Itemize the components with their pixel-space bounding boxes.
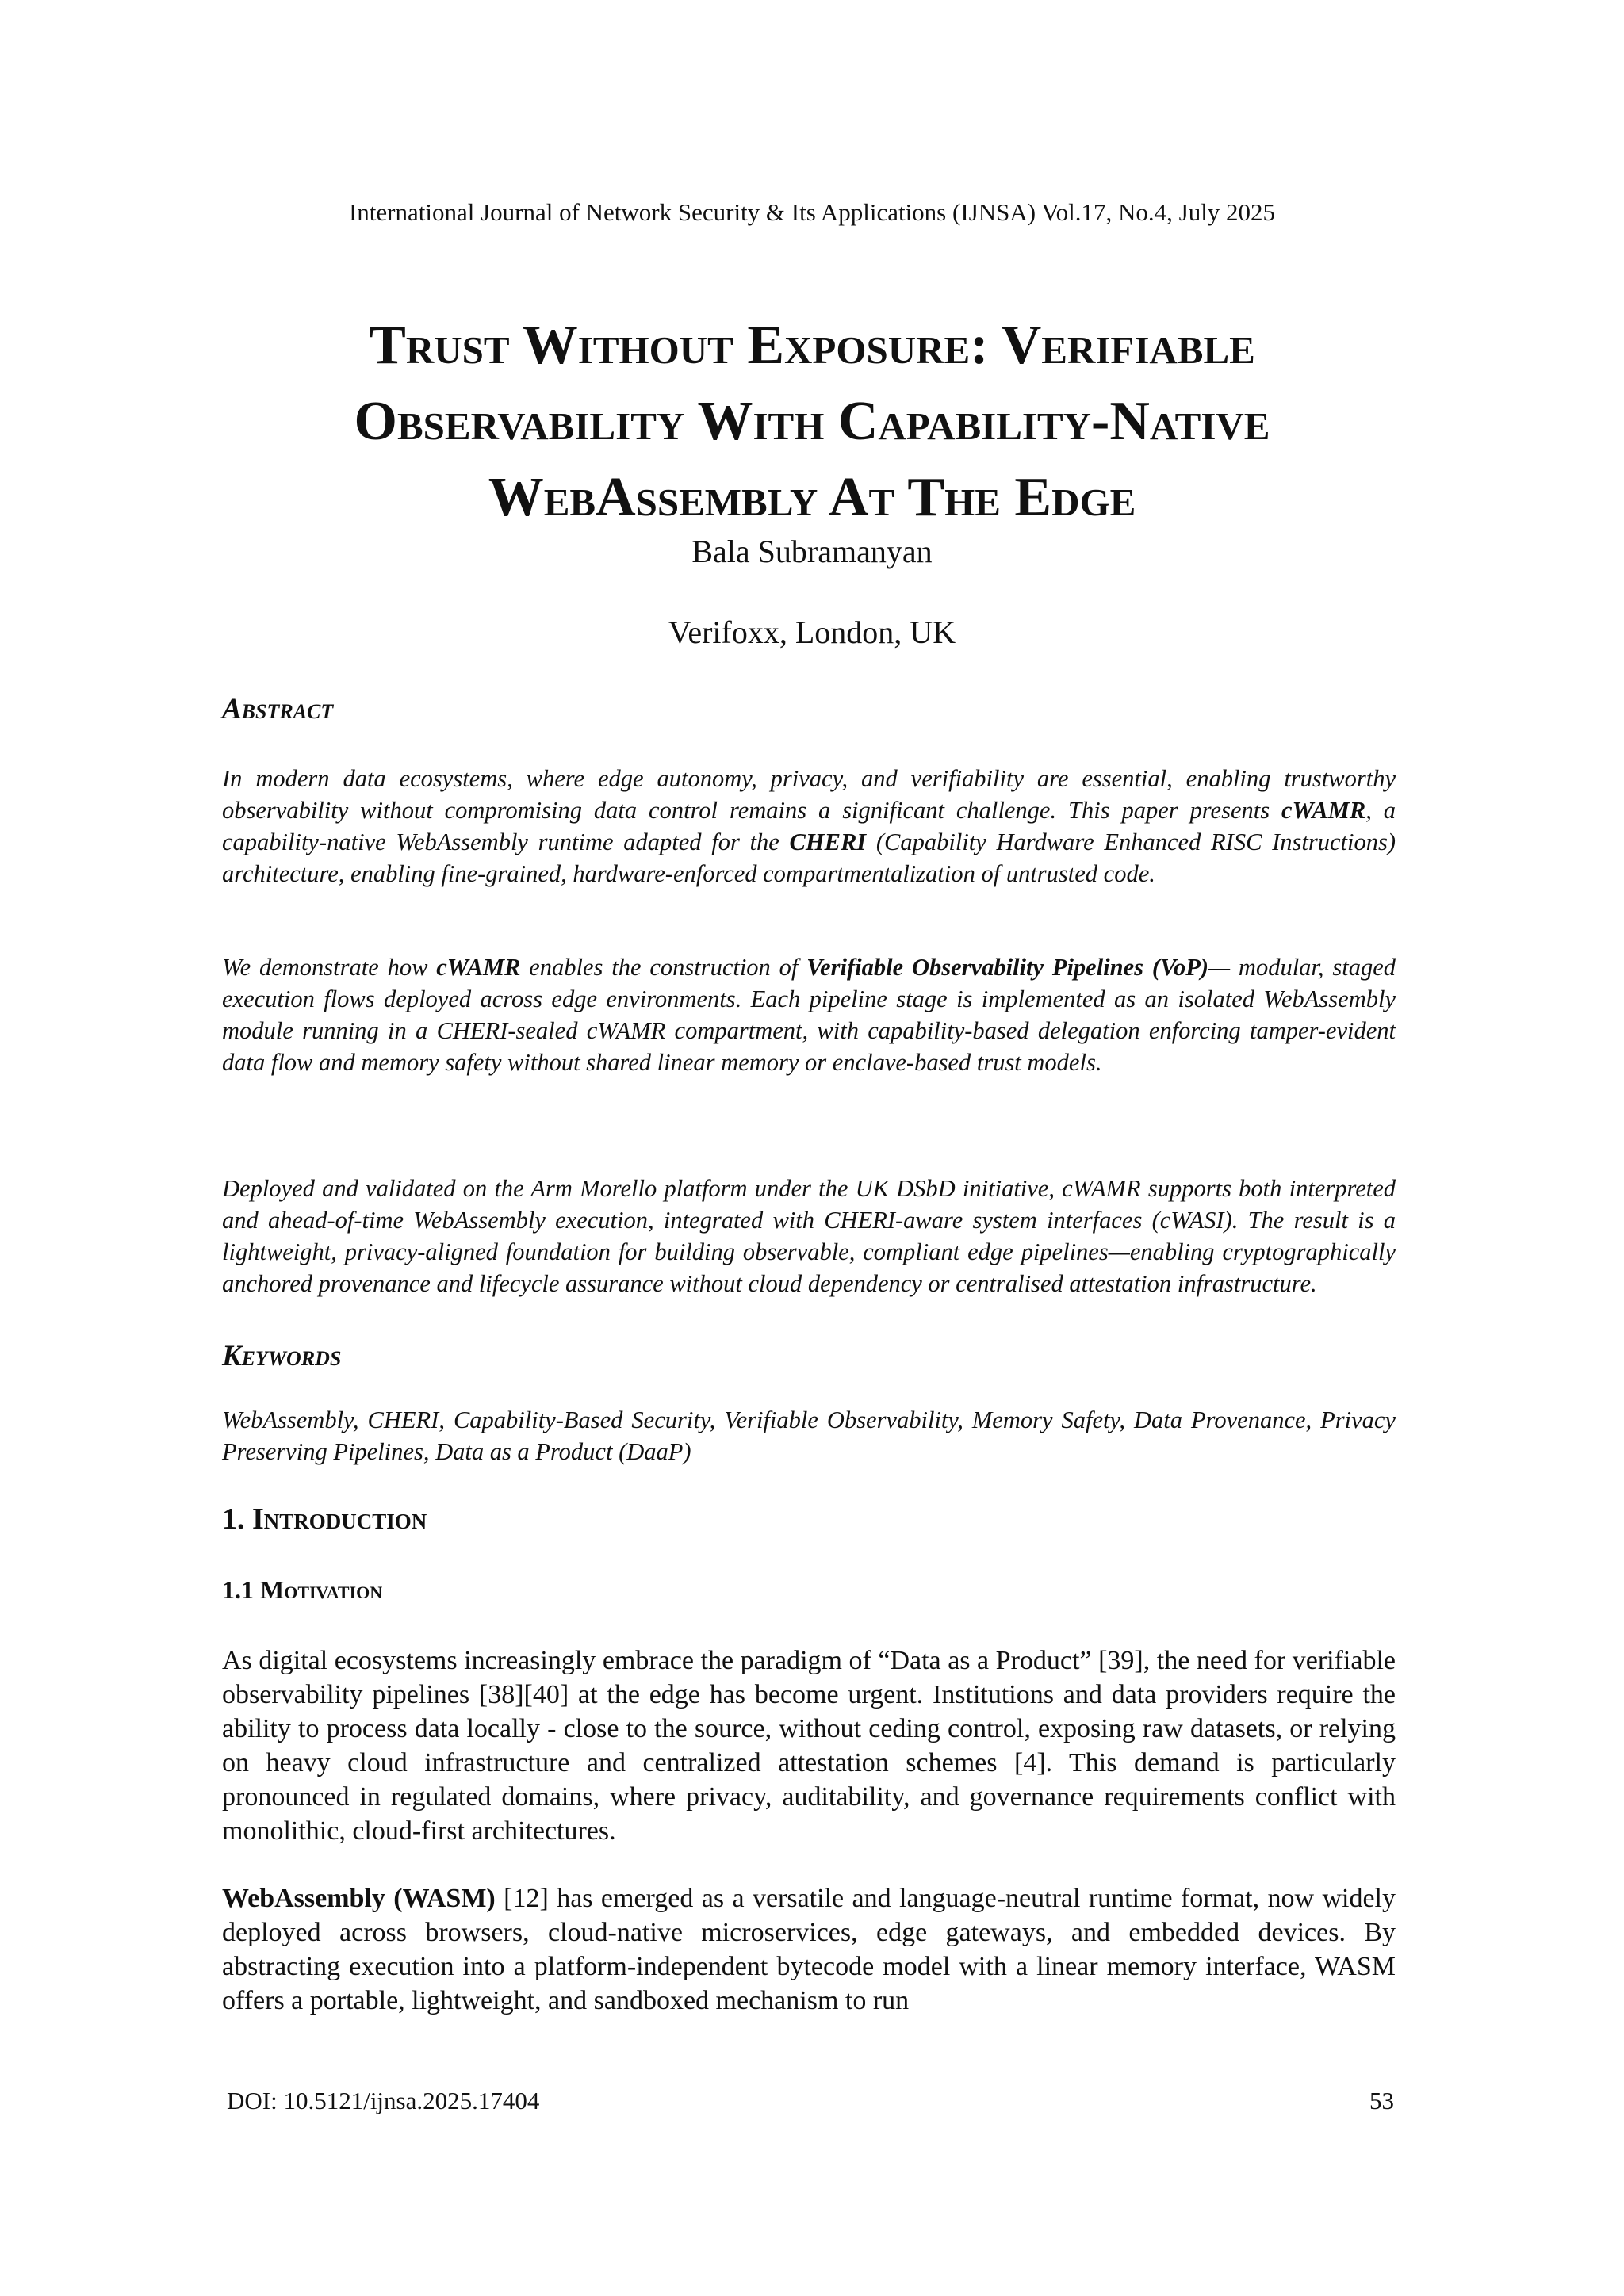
intro-paragraph-2: WebAssembly (WASM) [12] has emerged as a versatile and language-neutral runtime format, now widely deployed across browsers, cloud-native microservices, edge gateways, and embedded devices. By abstracting execution into a platform-independent bytecode model with a linear memory interface, WASM offers a portable, lightweight, and sandboxed mechanism to run (222, 1884, 1396, 2015)
intro-paragraph-1: As digital ecosystems increasingly embrace the paradigm of “Data as a Product” [39], the need for verifiable observability pipelines [38][40] at the edge has become urgent. Institutions and data providers require the ability to process data locally - close to the source, without ceding control, exposing raw datasets, or relying on heavy cloud infrastructure and centralized attestation schemes [4]. This demand is particularly pronounced in regulated domains, where privacy, auditability, and governance requirements conflict with monolithic, cloud-first architectures. (222, 1646, 1396, 1846)
intro-paragraph-1-block (222, 1644, 1396, 1848)
footer-doi: DOI: 10.5121/ijnsa.2025.17404 (227, 2087, 540, 2114)
abstract-paragraph-2: We demonstrate how cWAMR enables the construction of Verifiable Observability Pipelines (VoP)— modular, staged execution flows deployed across edge environments. Each pipeline stage is implemented as an isolated WebAssembly module running in a CHERI-sealed cWAMR compartment, with capability-based delegation enforcing tamper-evident data flow and memory safety without shared linear memory or enclave-based trust models. (222, 954, 1396, 1076)
vop-term: Verifiable Observability Pipelines (VoP) (806, 954, 1208, 981)
introduction-heading-block (222, 1500, 1396, 1538)
author-name: Bala Subramanyan (691, 534, 933, 569)
intro-paragraph-2-block (222, 1881, 1396, 2018)
title-line-1: Trust Without Exposure: Verifiable (369, 315, 1255, 376)
abstract-paragraph-1: In modern data ecosystems, where edge autonomy, privacy, and verifiability are essential, enabling trustworthy observability without compromising data control remains a significant challenge. This paper presents cWAMR, a capability-native WebAssembly runtime adapted for the CHERI (Capability Hardware Enhanced RISC Instructions) architecture, enabling fine-grained, hardware-enforced compartmentalization of untrusted code. (222, 765, 1396, 887)
journal-header: International Journal of Network Security & Its Applications (IJNSA) Vol.17, No.4, July 2025 (348, 198, 1276, 226)
title-line-2: Observability With Capability-Native (354, 391, 1270, 452)
cheri-term: CHERI (789, 828, 867, 855)
cwamr-term: cWAMR (436, 954, 521, 981)
page-number: 53 (1369, 2087, 1394, 2114)
abstract-paragraph-1-block (222, 763, 1396, 890)
title-line-3: WebAssembly At The Edge (488, 467, 1136, 528)
abstract-paragraph-3: Deployed and validated on the Arm Morello platform under the UK DSbD initiative, cWAMR supports both interpreted and ahead-of-time WebAssembly execution, integrated with CHERI-aware system interfaces (cWASI). The result is a lightweight, privacy-aligned foundation for building observable, compliant edge pipelines—enabling cryptographically anchored provenance and lifecycle assurance without cloud dependency or centralised attestation infrastructure. (222, 1175, 1396, 1297)
introduction-heading: 1. Introduction (222, 1502, 427, 1536)
abstract-heading: Abstract (222, 693, 334, 725)
abstract-heading-block (222, 691, 1396, 728)
cwamr-term: cWAMR (1281, 797, 1366, 824)
motivation-heading-block (222, 1573, 1396, 1606)
keywords-list: WebAssembly, CHERI, Capability-Based Security, Verifiable Observability, Memory Safety, Data Provenance, Privacy Preserving Pipelines, Data as a Product (DaaP) (222, 1406, 1396, 1465)
abstract-paragraph-2-block (222, 951, 1396, 1078)
paper-title (159, 308, 1465, 536)
keywords-heading: Keywords (222, 1340, 342, 1372)
motivation-heading: 1.1 Motivation (222, 1575, 383, 1604)
wasm-term: WebAssembly (WASM) (222, 1884, 496, 1913)
abstract-paragraph-3-block (222, 1173, 1396, 1299)
keywords-block (222, 1404, 1396, 1468)
keywords-heading-block (222, 1338, 1396, 1375)
author-affiliation: Verifoxx, London, UK (668, 614, 956, 650)
